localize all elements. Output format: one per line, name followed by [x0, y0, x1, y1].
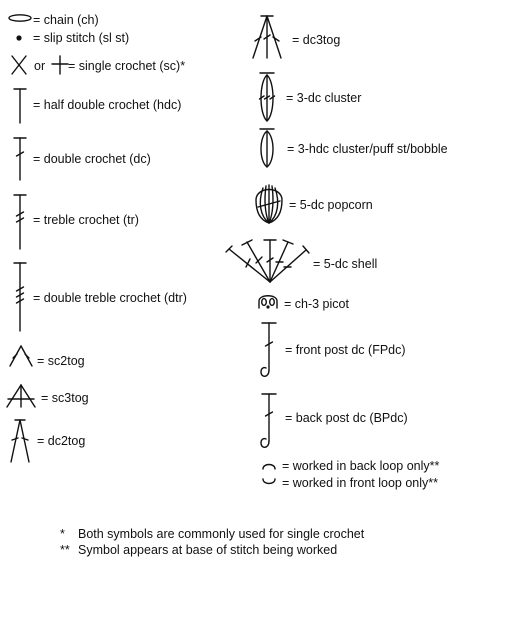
- legend-label-tr: = treble crochet (tr): [33, 213, 139, 227]
- footnote-mark-double: **: [60, 543, 70, 557]
- legend-label-dtr: = double treble crochet (dtr): [33, 291, 187, 305]
- legend-label-sc2tog: = sc2tog: [37, 354, 85, 368]
- sc-plus-icon: [52, 56, 68, 74]
- legend-label-hdc: = half double crochet (hdc): [33, 98, 182, 112]
- sc2tog-icon: [8, 345, 34, 367]
- legend-label-bpdc: = back post dc (BPdc): [285, 411, 408, 425]
- dc5-shell-icon: [226, 238, 310, 284]
- legend-label-dc5-shell: = 5-dc shell: [313, 257, 378, 271]
- legend-label-back-loop: = worked in back loop only**: [282, 459, 440, 473]
- dc5-popcorn-icon: [252, 180, 286, 226]
- legend-label-chain: = chain (ch): [33, 13, 99, 27]
- footnote-text-double: Symbol appears at base of stitch being worked: [78, 543, 338, 557]
- dc3-cluster-icon: [256, 72, 278, 124]
- dc-icon: [12, 137, 28, 181]
- legend-label-sc: = single crochet (sc)*: [68, 59, 186, 73]
- hdc-icon: [12, 88, 28, 124]
- dtr-icon: [12, 262, 28, 332]
- dc2tog-icon: [8, 419, 32, 463]
- footnote-mark-single: *: [60, 527, 65, 541]
- footnote-single: [60, 527, 364, 542]
- back-loop-icon: [262, 462, 276, 470]
- ch3-picot-icon: [257, 292, 279, 310]
- front-loop-icon: [262, 478, 276, 486]
- bpdc-icon: [258, 393, 280, 451]
- slip-stitch-icon: [16, 35, 22, 41]
- legend-label-sc3tog: = sc3tog: [41, 391, 89, 405]
- tr-icon: [12, 194, 28, 250]
- sc3tog-icon: [5, 384, 37, 408]
- legend-or-label: or: [34, 59, 46, 73]
- fpdc-icon: [258, 322, 280, 380]
- legend-label-hdc3-cluster: = 3-hdc cluster/puff st/bobble: [287, 142, 448, 156]
- footnote-double: [60, 543, 337, 558]
- legend-label-ch3-picot: = ch-3 picot: [284, 297, 349, 311]
- legend-label-dc: = double crochet (dc): [33, 152, 151, 166]
- chain-icon: [7, 13, 33, 23]
- legend-label-dc3-cluster: = 3-dc cluster: [286, 91, 362, 105]
- legend-label-slip-stitch: = slip stitch (sl st): [33, 31, 130, 45]
- footnote-text-single: Both symbols are commonly used for single crochet: [78, 527, 365, 541]
- legend-label-dc3tog: = dc3tog: [292, 33, 341, 47]
- legend-label-fpdc: = front post dc (FPdc): [285, 343, 406, 357]
- sc-x-icon: [11, 55, 27, 75]
- dc3tog-icon: [250, 15, 284, 59]
- hdc3-cluster-icon: [256, 128, 278, 170]
- legend-label-dc2tog: = dc2tog: [37, 434, 86, 448]
- legend-label-front-loop: = worked in front loop only**: [282, 476, 438, 490]
- legend-label-dc5-popcorn: = 5-dc popcorn: [289, 198, 373, 212]
